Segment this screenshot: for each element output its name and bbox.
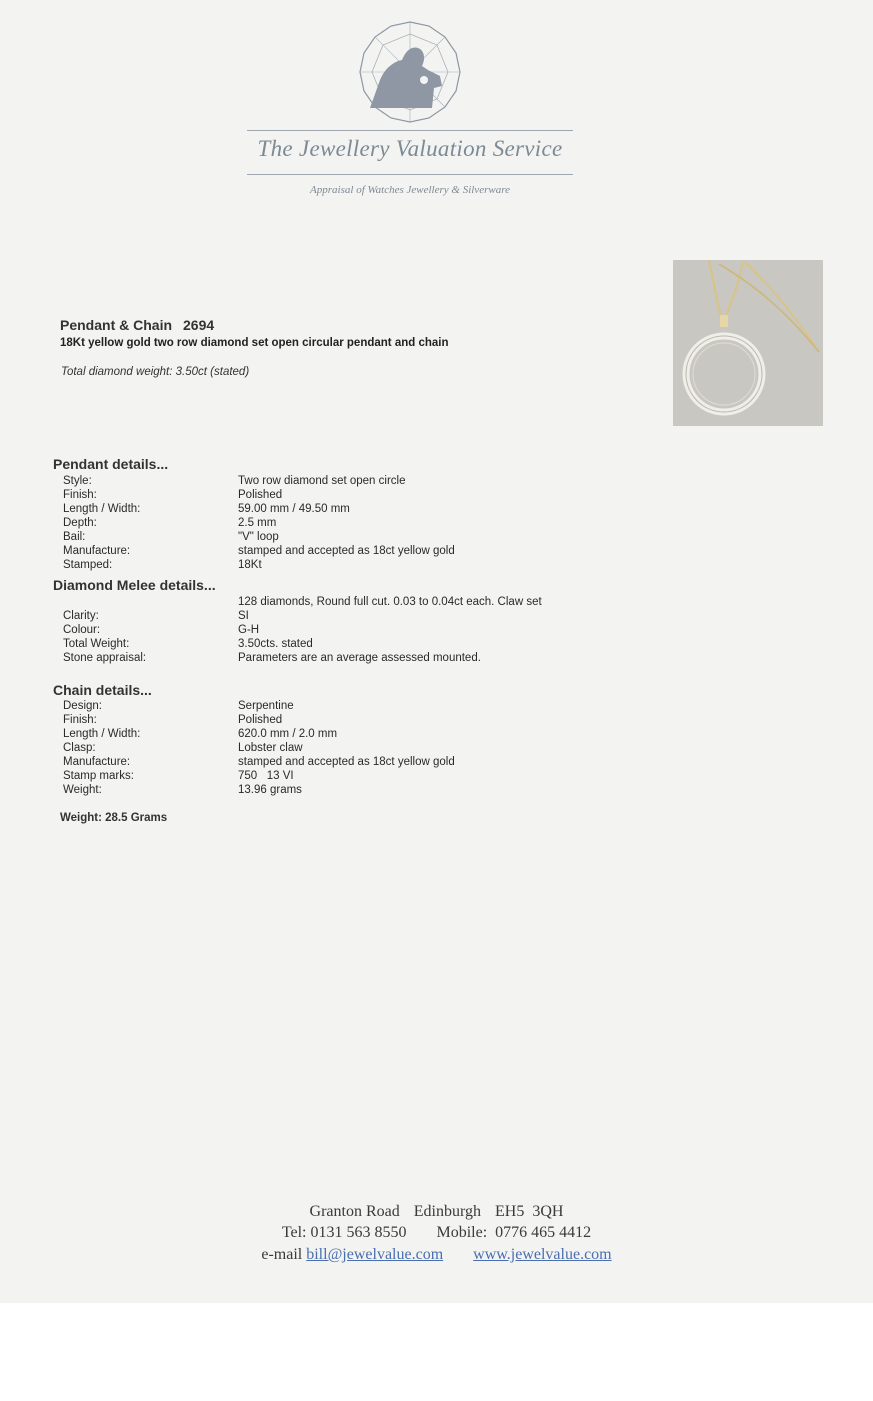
pendant-label: Length / Width: (63, 503, 141, 515)
email-link[interactable]: bill@jewelvalue.com (306, 1246, 444, 1263)
diamond-details-heading: Diamond Melee details... (53, 577, 216, 593)
chain-label: Length / Width: (63, 728, 141, 740)
pendant-value: 59.00 mm / 49.50 mm (238, 503, 350, 515)
pendant-value: stamped and accepted as 18ct yellow gold (238, 545, 455, 557)
diamond-label: Colour: (63, 624, 101, 636)
diamond-label: Clarity: (63, 610, 99, 622)
chain-value: 13.96 grams (238, 784, 302, 796)
pendant-photo (673, 260, 823, 426)
pendant-value: Two row diamond set open circle (238, 475, 406, 487)
footer-address (0, 1203, 873, 1221)
diamond-value: SI (238, 610, 249, 622)
diamond-weight-note: Total diamond weight: 3.50ct (stated) (61, 366, 250, 378)
total-weight: Weight: 28.5 Grams (60, 812, 168, 824)
header-rule-bottom (247, 174, 573, 175)
chain-label: Manufacture: (63, 756, 131, 768)
footer-contacts (0, 1246, 873, 1264)
pendant-label: Bail: (63, 531, 86, 543)
diamond-value: 3.50cts. stated (238, 638, 313, 650)
item-title-text: Pendant & Chain (60, 317, 173, 333)
pendant-value: "V" loop (238, 531, 279, 543)
footer-phones (0, 1224, 873, 1242)
item-title (60, 317, 214, 333)
footer-email-label: e-mail (261, 1246, 303, 1263)
diamond-summary: 128 diamonds, Round full cut. 0.03 to 0.04ct each. Claw set (238, 596, 542, 608)
chain-label: Weight: (63, 784, 102, 796)
chain-label: Clasp: (63, 742, 96, 754)
pendant-details-heading: Pendant details... (53, 456, 169, 472)
diamond-label: Stone appraisal: (63, 652, 147, 664)
footer-mobile: Mobile: 0776 465 4412 (436, 1224, 592, 1241)
website-link[interactable]: www.jewelvalue.com (473, 1246, 612, 1263)
chain-label: Stamp marks: (63, 770, 134, 782)
brand-name: The Jewellery Valuation Service (257, 136, 563, 161)
pendant-label: Depth: (63, 517, 97, 529)
chain-label: Finish: (63, 714, 97, 726)
chain-value: Polished (238, 714, 283, 726)
pendant-label: Manufacture: (63, 545, 131, 557)
header-rule-top (247, 130, 573, 131)
pendant-value: 2.5 mm (238, 517, 277, 529)
chain-value: stamped and accepted as 18ct yellow gold (238, 756, 455, 768)
diamond-value: G-H (238, 624, 260, 636)
jeweller-logo-icon (358, 20, 462, 124)
footer-postcode: EH5 3QH (495, 1203, 564, 1220)
diamond-label: Total Weight: (63, 638, 130, 650)
pendant-value: 18Kt (238, 559, 262, 571)
footer-tel: Tel: 0131 563 8550 (281, 1224, 407, 1241)
chain-value: Serpentine (238, 700, 294, 712)
diamond-value: Parameters are an average assessed mounted. (238, 652, 481, 664)
item-subtitle: 18Kt yellow gold two row diamond set open circular pendant and chain (60, 337, 449, 349)
chain-label: Design: (63, 700, 102, 712)
pendant-value: Polished (238, 489, 283, 501)
footer-city: Edinburgh (413, 1203, 482, 1220)
pendant-label: Stamped: (63, 559, 113, 571)
item-number: 2694 (183, 317, 215, 333)
pendant-label: Finish: (63, 489, 97, 501)
footer-street: Granton Road (309, 1203, 400, 1220)
pendant-label: Style: (63, 475, 92, 487)
chain-value: 620.0 mm / 2.0 mm (238, 728, 338, 740)
chain-value: Lobster claw (238, 742, 303, 754)
chain-value: 750 13 VI (238, 770, 294, 782)
brand-tagline: Appraisal of Watches Jewellery & Silverware (310, 184, 510, 196)
chain-details-heading: Chain details... (53, 682, 152, 698)
